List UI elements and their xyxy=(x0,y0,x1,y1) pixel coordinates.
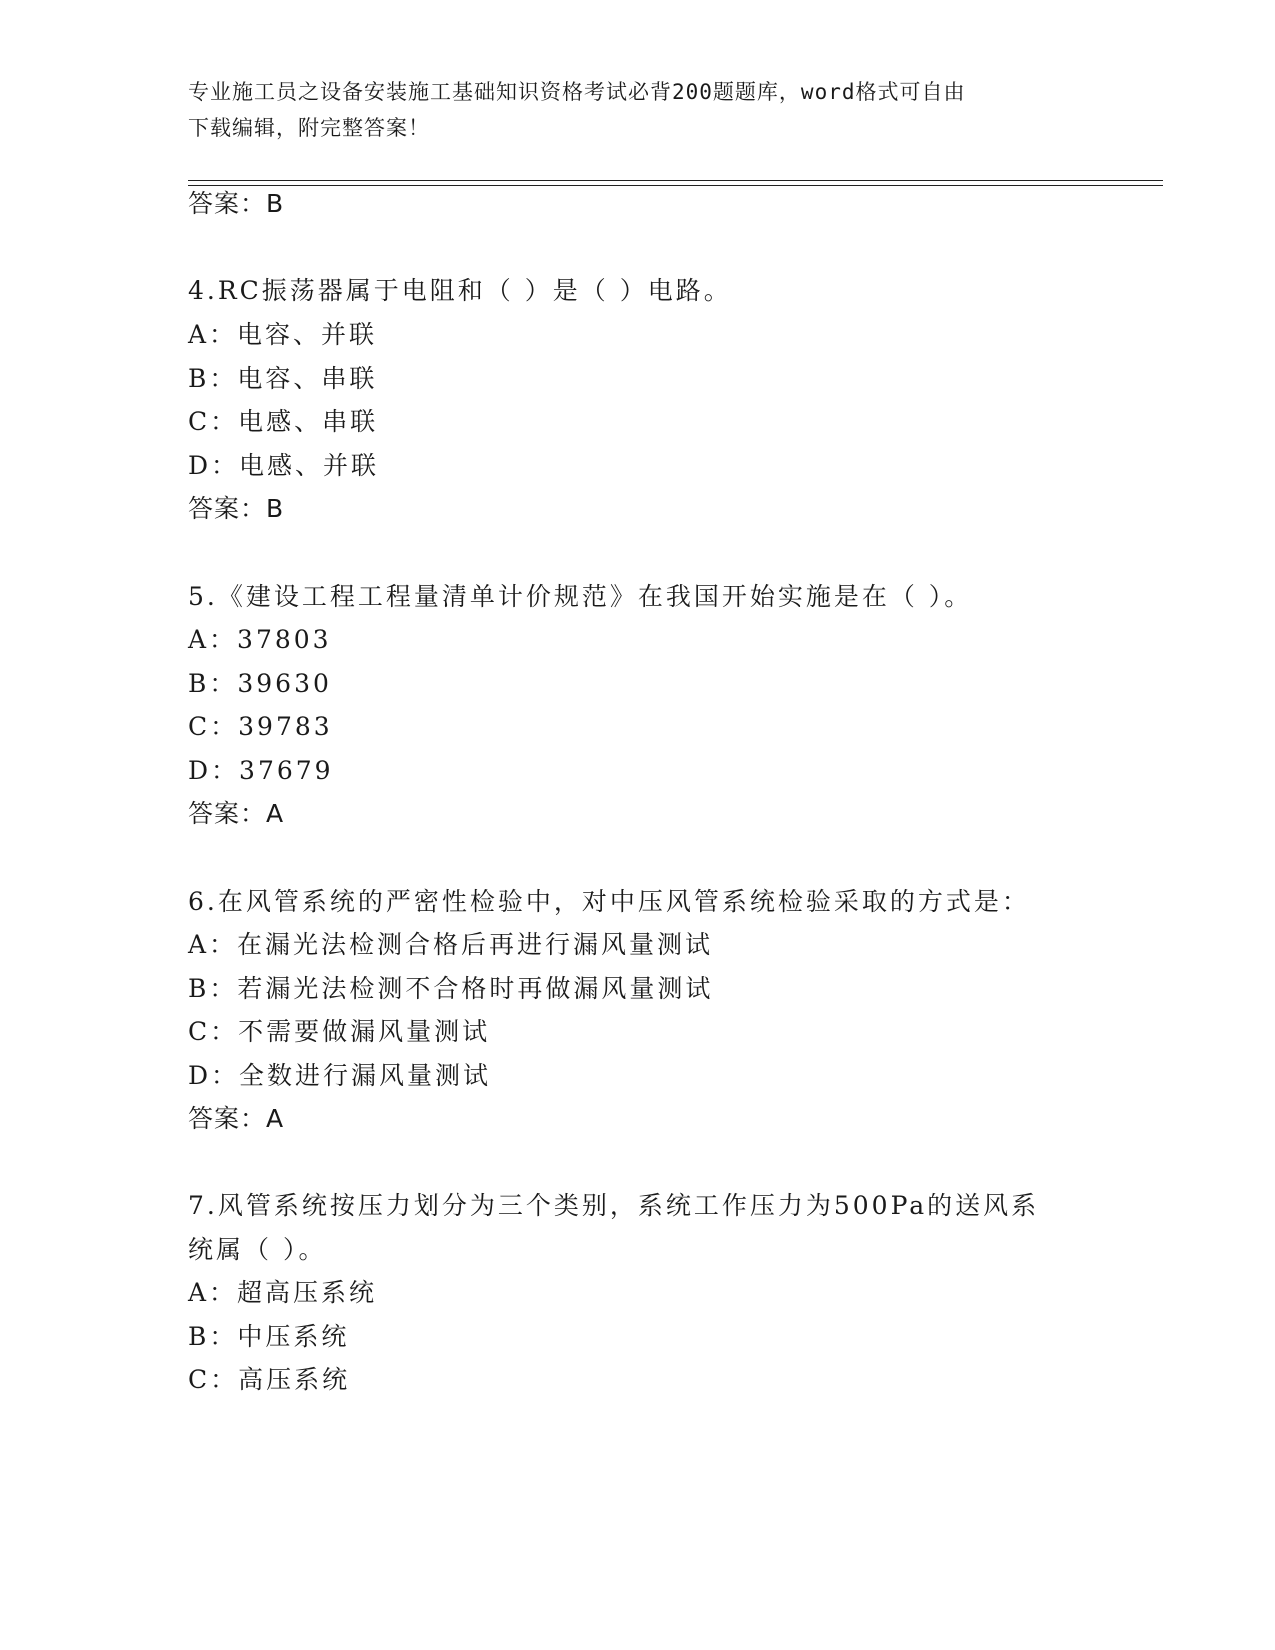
question-4-option-b: B：电容、串联 xyxy=(188,364,378,393)
question-7-option-b: B：中压系统 xyxy=(188,1322,350,1351)
question-5-option-d: D：37679 xyxy=(188,756,334,785)
question-6-option-a: A：在漏光法检测合格后再进行漏风量测试 xyxy=(188,930,714,959)
header-line-2: 下载编辑，附完整答案！ xyxy=(188,116,430,140)
question-7-option-c: C：高压系统 xyxy=(188,1365,351,1394)
question-7-stem-line-1: 7.风管系统按压力划分为三个类别，系统工作压力为500Pa的送风系 xyxy=(188,1191,1040,1220)
question-5-option-a: A：37803 xyxy=(188,625,332,654)
question-5-stem: 5.《建设工程工程量清单计价规范》在我国开始实施是在（ ）。 xyxy=(188,582,973,611)
question-5-option-c: C：39783 xyxy=(188,712,333,741)
question-4-answer: 答案：B xyxy=(188,494,285,523)
header-divider-bottom xyxy=(188,185,1163,186)
document-header xyxy=(188,74,1088,146)
question-6-answer: 答案：A xyxy=(188,1104,285,1133)
question-4-option-c: C：电感、串联 xyxy=(188,407,379,436)
question-6-option-c: C：不需要做漏风量测试 xyxy=(188,1017,491,1046)
header-line-1: 专业施工员之设备安装施工基础知识资格考试必背200题题库，word格式可自由 xyxy=(188,80,966,104)
question-4-stem: 4.RC振荡器属于电阻和（ ）是（ ）电路。 xyxy=(188,276,732,305)
question-7-stem-line-2: 统属（ ）。 xyxy=(188,1235,327,1264)
previous-answer: 答案：B xyxy=(188,189,285,218)
question-5-answer: 答案：A xyxy=(188,799,285,828)
question-4-option-d: D：电感、并联 xyxy=(188,451,380,480)
question-4-option-a: A：电容、并联 xyxy=(188,320,378,349)
question-7-option-a: A：超高压系统 xyxy=(188,1278,378,1307)
question-5-option-b: B：39630 xyxy=(188,669,332,698)
question-6-option-b: B：若漏光法检测不合格时再做漏风量测试 xyxy=(188,974,714,1003)
header-divider-top xyxy=(188,180,1163,181)
question-6-stem: 6.在风管系统的严密性检验中，对中压风管系统检验采取的方式是： xyxy=(188,887,1030,916)
question-6-option-d: D：全数进行漏风量测试 xyxy=(188,1061,492,1090)
